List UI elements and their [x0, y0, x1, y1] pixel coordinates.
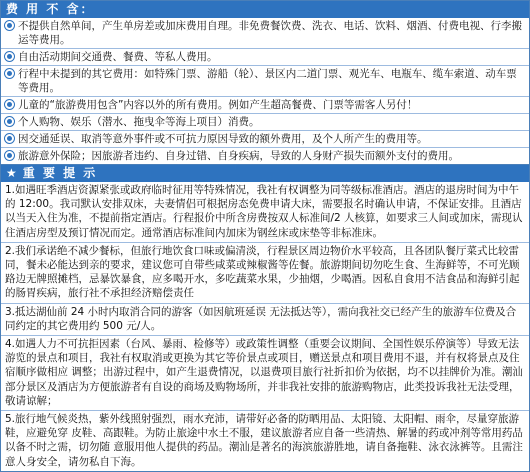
- exclusions-header: [1, 1, 529, 18]
- circle-bullet-icon: [4, 99, 15, 110]
- list-item: [1, 130, 529, 147]
- list-item: [1, 48, 529, 65]
- tips-list: [1, 182, 529, 471]
- tip-item: 4.如遇人力不可抗拒因素（台风、暴雨、检修等）或政策性调整（重要会议期间、全国性娱乐停演等）导致无法游览的景点和项目，我社有权取消或更换为其它等价景点或项目，赠送景点和项目费用不退，并有权将景点及住宿顺序做相应 调整；出游过程中，如产生退费情况，以退费项目旅行社折扣价为依据，均不以挂牌价为准。潮汕部分景区及酒店为方便旅游者有自设的商场及购物场所，并非我社安排的旅游购物店，此类投诉我社无法受理，敬请谅解；: [1, 335, 529, 410]
- circle-bullet-icon: [4, 150, 15, 161]
- circle-bullet-icon: [4, 68, 15, 79]
- exclusion-text: 自由活动期间交通费、餐费、等私人费用。: [18, 51, 218, 63]
- tips-title: 重 要 提 示: [22, 166, 98, 180]
- exclusion-text: 儿童的“旅游费用包含”内容以外的所有费用。例如产生超高餐费、门票等需客人另付！: [18, 99, 418, 111]
- circle-bullet-icon: [4, 116, 15, 127]
- tips-header: [1, 165, 529, 182]
- exclusions-list: [1, 18, 529, 165]
- list-item: [1, 96, 529, 113]
- list-item: [1, 113, 529, 130]
- list-item: [1, 18, 529, 48]
- tip-item: 3.抵达湖仙前 24 小时内取消合同的游客（如因航班延误 无法抵达等），需向我社交已经产生的旅游车位费及合同约定的其它费用约 500 元/人。: [1, 303, 529, 335]
- exclusion-text: 因交通延误、取消等意外事件或不可抗力原因导致的额外费用，及个人所产生的费用等。: [18, 133, 428, 145]
- circle-bullet-icon: [4, 51, 15, 62]
- exclusion-text: 旅游意外保险；因旅游者违约、自身过错、自身疾病，导致的人身财产损失而额外支付的费用。: [18, 150, 459, 162]
- star-icon: ★: [6, 166, 19, 180]
- exclusions-title: 费 用 不 含：: [6, 2, 95, 16]
- list-item: [1, 147, 529, 164]
- exclusion-text: 不提供自然单间，产生单房差或加床费用自理。非免费餐饮费、洗衣、电话、饮料、烟酒、付费电视、行李搬运等费用。: [18, 20, 522, 46]
- tip-item: 2.我们承诺绝不减少餐标，但旅行地饮食口味或偏清淡，行程景区周边物价水平较高，且各团队餐厅菜式比较雷同，餐未必能达到亲的要求，建议您可自带些咸菜或辣椒酱等佐餐。旅游期间切勿吃生食、生海鲜等，不可光顾路边无牌照摊档，忌暴饮暴食，应多喝开水，多吃蔬菜水果，少抽烟，少喝酒。因私自食用不洁食品和海鲜引起的肠胃疾病，旅行社不承担经济赔偿责任: [1, 242, 529, 303]
- circle-bullet-icon: [4, 20, 15, 31]
- circle-bullet-icon: [4, 133, 15, 144]
- exclusion-text: 行程中未提到的其它费用：如特殊门票、游船（轮）、景区内二道门票、观光车、电瓶车、缆车索道、动车票等费用。: [18, 68, 517, 94]
- exclusion-text: 个人购物、娱乐（潜水、拖曳伞等海上项目）消费。: [18, 116, 260, 128]
- tip-item: 1.如遇旺季酒店资源紧张或政府临时征用等特殊情况，我社有权调整为同等级标准酒店。酒店的退房时间为中午的 12:00。我司默认安排双床，夫妻情侣可根据房态免费申请大床，需要报名时确认申请，不保证安排。且酒店以当天入住为准，不提前指定酒店。行程报价中所含房费按双人标准间/2 人核算，如要求三人间或加床，需现认住酒店房型及预订情况而定。通常酒店标准间内加床为钢丝床或床垫等非标准床。: [5, 184, 523, 239]
- list-item: [1, 65, 529, 96]
- tip-item: 5.旅行地气候炎热，紫外线照射强烈，雨水充沛，请带好必备的防晒用品、太阳镜、太阳帽、雨伞，尽量穿旅游鞋，应避免穿 皮鞋、高跟鞋。为防止旅途中水土不服，建议旅游者应自备一些清热、解暑的药或冲剂等常用药品以备不时之需，切勿随 意服用他人提供的药品。潮汕是著名的海滨旅游胜地，请自备拖鞋、泳衣泳裤等。且需注意人身安全，请勿私自下海。: [1, 410, 529, 471]
